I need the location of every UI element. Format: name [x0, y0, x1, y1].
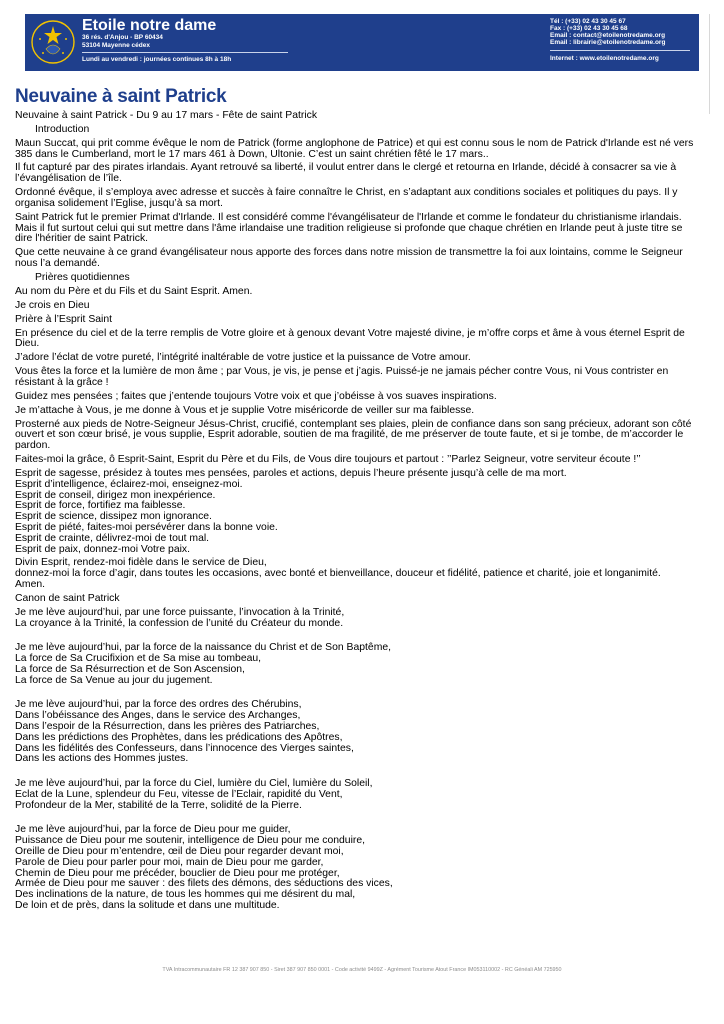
- subtitle-line: Neuvaine à saint Patrick - Du 9 au 17 mars - Fête de saint Patrick: [15, 110, 318, 121]
- opening-hours: Lundi au vendredi : journées continues 8h à 18h: [82, 56, 232, 63]
- prayer-line: Au nom du Père et du Fils et du Saint Esprit. Amen.: [15, 285, 253, 297]
- article-body: [15, 111, 705, 915]
- prayer-paragraph: En présence du ciel et de la terre remplis de Votre gloire et à genoux devant Votre majesté divine, je m’offre corps et âme à vous éternel Esprit de Dieu.: [15, 327, 685, 350]
- page-divider: [709, 14, 710, 114]
- intro-paragraph: Saint Patrick fut le premier Primat d'Irlande. Il est considéré comme l'évangélisateur de l'Irlande et comme le fondateur du christianisme irlandais. Mais il fut surtout celui qui sut mettre dans l'âme irlandaise une tradition religieuse si profonde que chaque chrétien en Irlande peut à juste titre se dire l'héritier de saint Patrick.: [15, 211, 683, 245]
- canon-stanza: Je me lève aujourd’hui, par la force du Ciel, lumière du Ciel, lumière du Soleil, Eclat de la Lune, splendeur du Feu, vitesse de l’Eclair, rapidité du Vent, Profondeur de la Mer, stabilité de la Terre, solidité de la Pierre.: [15, 778, 373, 811]
- canon-stanza: Je me lève aujourd’hui, par la force de la naissance du Christ et de Son Baptême, La force de Sa Crucifixion et de Sa mise au tombeau, La force de Sa Résurrection et de Son Ascension, La force de Sa Venue au jour du jugement.: [15, 642, 392, 686]
- intro-paragraph: Ordonné évêque, il s’employa avec adresse et succès à faire connaître le Christ, en s’adaptant aux conditions sociales et politiques du pays. Il y organisa solidement l’Eglise, jusqu’à sa mort.: [15, 187, 678, 209]
- prayer-heading: Prière à l’Esprit Saint: [15, 313, 113, 325]
- address-line-2: 53104 Mayenne cédex: [82, 42, 150, 49]
- logo-icon: [29, 17, 77, 68]
- prayer-paragraph: J’adore l’éclat de votre pureté, l’intégrité inaltérable de votre justice et la puissance de Votre amour.: [15, 352, 471, 364]
- email-contact-link[interactable]: Email : contact@etoilenotredame.org: [550, 32, 666, 39]
- prayer-paragraph: Prosterné aux pieds de Notre-Seigneur Jésus-Christ, crucifié, contemplant ses plaies, plein de confiance dans son sang précieux, adorant son côté ouvert et son cœur brisé, je vous supplie, Esprit adorable, soutien de ma fragilité, de me préserver de toute faute, et si je tombe, de m’accorder le pardon.: [15, 418, 692, 452]
- email-librairie-link[interactable]: Email : librairie@etoilenotredame.org: [550, 39, 666, 46]
- prayer-paragraph: Vous êtes la force et la lumière de mon âme ; par Vous, je vis, je pense et j’agis. Puissé-je ne jamais pécher contre Vous, ni Vous contrister en résistant à la grâce !: [15, 366, 669, 388]
- header-rule-left: [82, 52, 288, 53]
- intro-paragraph: Maun Succat, qui prit comme évêque le nom de Patrick (forme anglophone de Patrice) et qui est connu sous le nom de Patrick d'Irlande est né vers 385 dans le Cumberland, mort le 17 mars 461 à Down, Ultonie. C’est un saint chrétien fêté le 17 mars..: [15, 137, 694, 160]
- phone-number: Tél : (+33) 02 43 30 45 67: [550, 18, 626, 25]
- canon-stanza: Je me lève aujourd’hui, par la force de Dieu pour me guider, Puissance de Dieu pour me soutenir, intelligence de Dieu pour me conduire, Oreille de Dieu pour m’entendre, œil de Dieu pour regarder devant moi, Parole de Dieu pour parler pour moi, main de Dieu pour me garder, Chemin de Dieu pour me précéder, bouclier de Dieu pour me protéger, Armée de Dieu pour me sauver : des filets des démons, des séductions des vices, Des inclinations de la nature, de tous les hommes qui me désirent du mal, De loin et de près, dans la solitude et dans une multitude.: [15, 824, 393, 911]
- prayer-paragraph: Guidez mes pensées ; faites que j’entende toujours Votre voix et que j’obéisse à vos suaves inspirations.: [15, 390, 497, 402]
- prayer-paragraph: Faites-moi la grâce, ô Esprit-Saint, Esprit du Père et du Fils, de Vous dire toujours et partout : ’’Parlez Seigneur, votre serviteur écoute !’’: [15, 454, 641, 466]
- intro-paragraph: Que cette neuvaine à ce grand évangélisateur nous apporte des forces dans notre mission de transmettre la foi aux lointains, comme le Seigneur nous l’a demandé.: [15, 247, 683, 270]
- litany-block: Esprit de sagesse, présidez à toutes mes pensées, paroles et actions, depuis l’heure présente jusqu’à celle de ma mort. Esprit d’intelligence, éclairez-moi, enseignez-moi. Esprit de conseil, dirigez mon inexpérience. Esprit de force, fortifiez ma faiblesse. Esprit de science, dissipez mon ignorance. Esprit de piété, faites-moi persévérer dans la bonne voie. Esprit de crainte, délivrez-moi de tout mal. Esprit de paix, donnez-moi Votre paix.: [15, 468, 567, 555]
- canon-stanza: Je me lève aujourd’hui, par la force des ordres des Chérubins, Dans l’obéissance des Anges, dans le service des Archanges, Dans l’espoir de la Résurrection, dans les prières des Patriarches, Dans les prédictions des Prophètes, dans les prédications des Apôtres, Dans les fidélités des Confesseurs, dans l’innocence des Vierges saintes, Dans les actions des Hommes justes.: [15, 699, 354, 765]
- prayer-line: Je crois en Dieu: [15, 299, 90, 311]
- header-rule-right: [550, 50, 690, 51]
- section-heading-introduction: Introduction: [35, 123, 90, 135]
- page-title: Neuvaine à saint Patrick: [15, 86, 227, 107]
- canon-stanza: Je me lève aujourd’hui, par une force puissante, l’invocation à la Trinité, La croyance à la Trinité, la confession de l’unité du Créateur du monde.: [15, 606, 345, 629]
- prayer-paragraph: Je m’attache à Vous, je me donne à Vous et je supplie Votre miséricorde de veiller sur ma faiblesse.: [15, 404, 475, 416]
- prayer-paragraph: Divin Esprit, rendez-moi fidèle dans le service de Dieu, donnez-moi la force d’agir, dans toutes les occasions, avec bonté et bienveillance, douceur et fidélité, patience et charité, joie et longanimité. Amen.: [15, 557, 661, 591]
- brand-title: Etoile notre dame: [82, 17, 217, 34]
- prayer-heading: Canon de saint Patrick: [15, 592, 120, 604]
- header-banner: [25, 14, 699, 71]
- legal-footer: TVA Intracommunautaire FR 12 387 907 850 - Siret 387 907 850 0001 - Code activité 9499Z - Agrément Tourisme Atout France IM053110002 - RC Généali AM 725950: [162, 967, 562, 973]
- address-line-1: 36 rés. d'Anjou - BP 60434: [82, 34, 163, 41]
- website-link[interactable]: Internet : www.etoilenotredame.org: [550, 55, 659, 62]
- section-heading-daily-prayers: Prières quotidiennes: [35, 272, 130, 284]
- fax-number: Fax : (+33) 02 43 30 45 68: [550, 25, 628, 32]
- intro-paragraph: Il fut capturé par des pirates irlandais. Ayant retrouvé sa liberté, il voulut entrer dans le clergé et retourna en Irlande, décidé à consacrer sa vie à l’évangélisation de l’île.: [15, 162, 677, 185]
